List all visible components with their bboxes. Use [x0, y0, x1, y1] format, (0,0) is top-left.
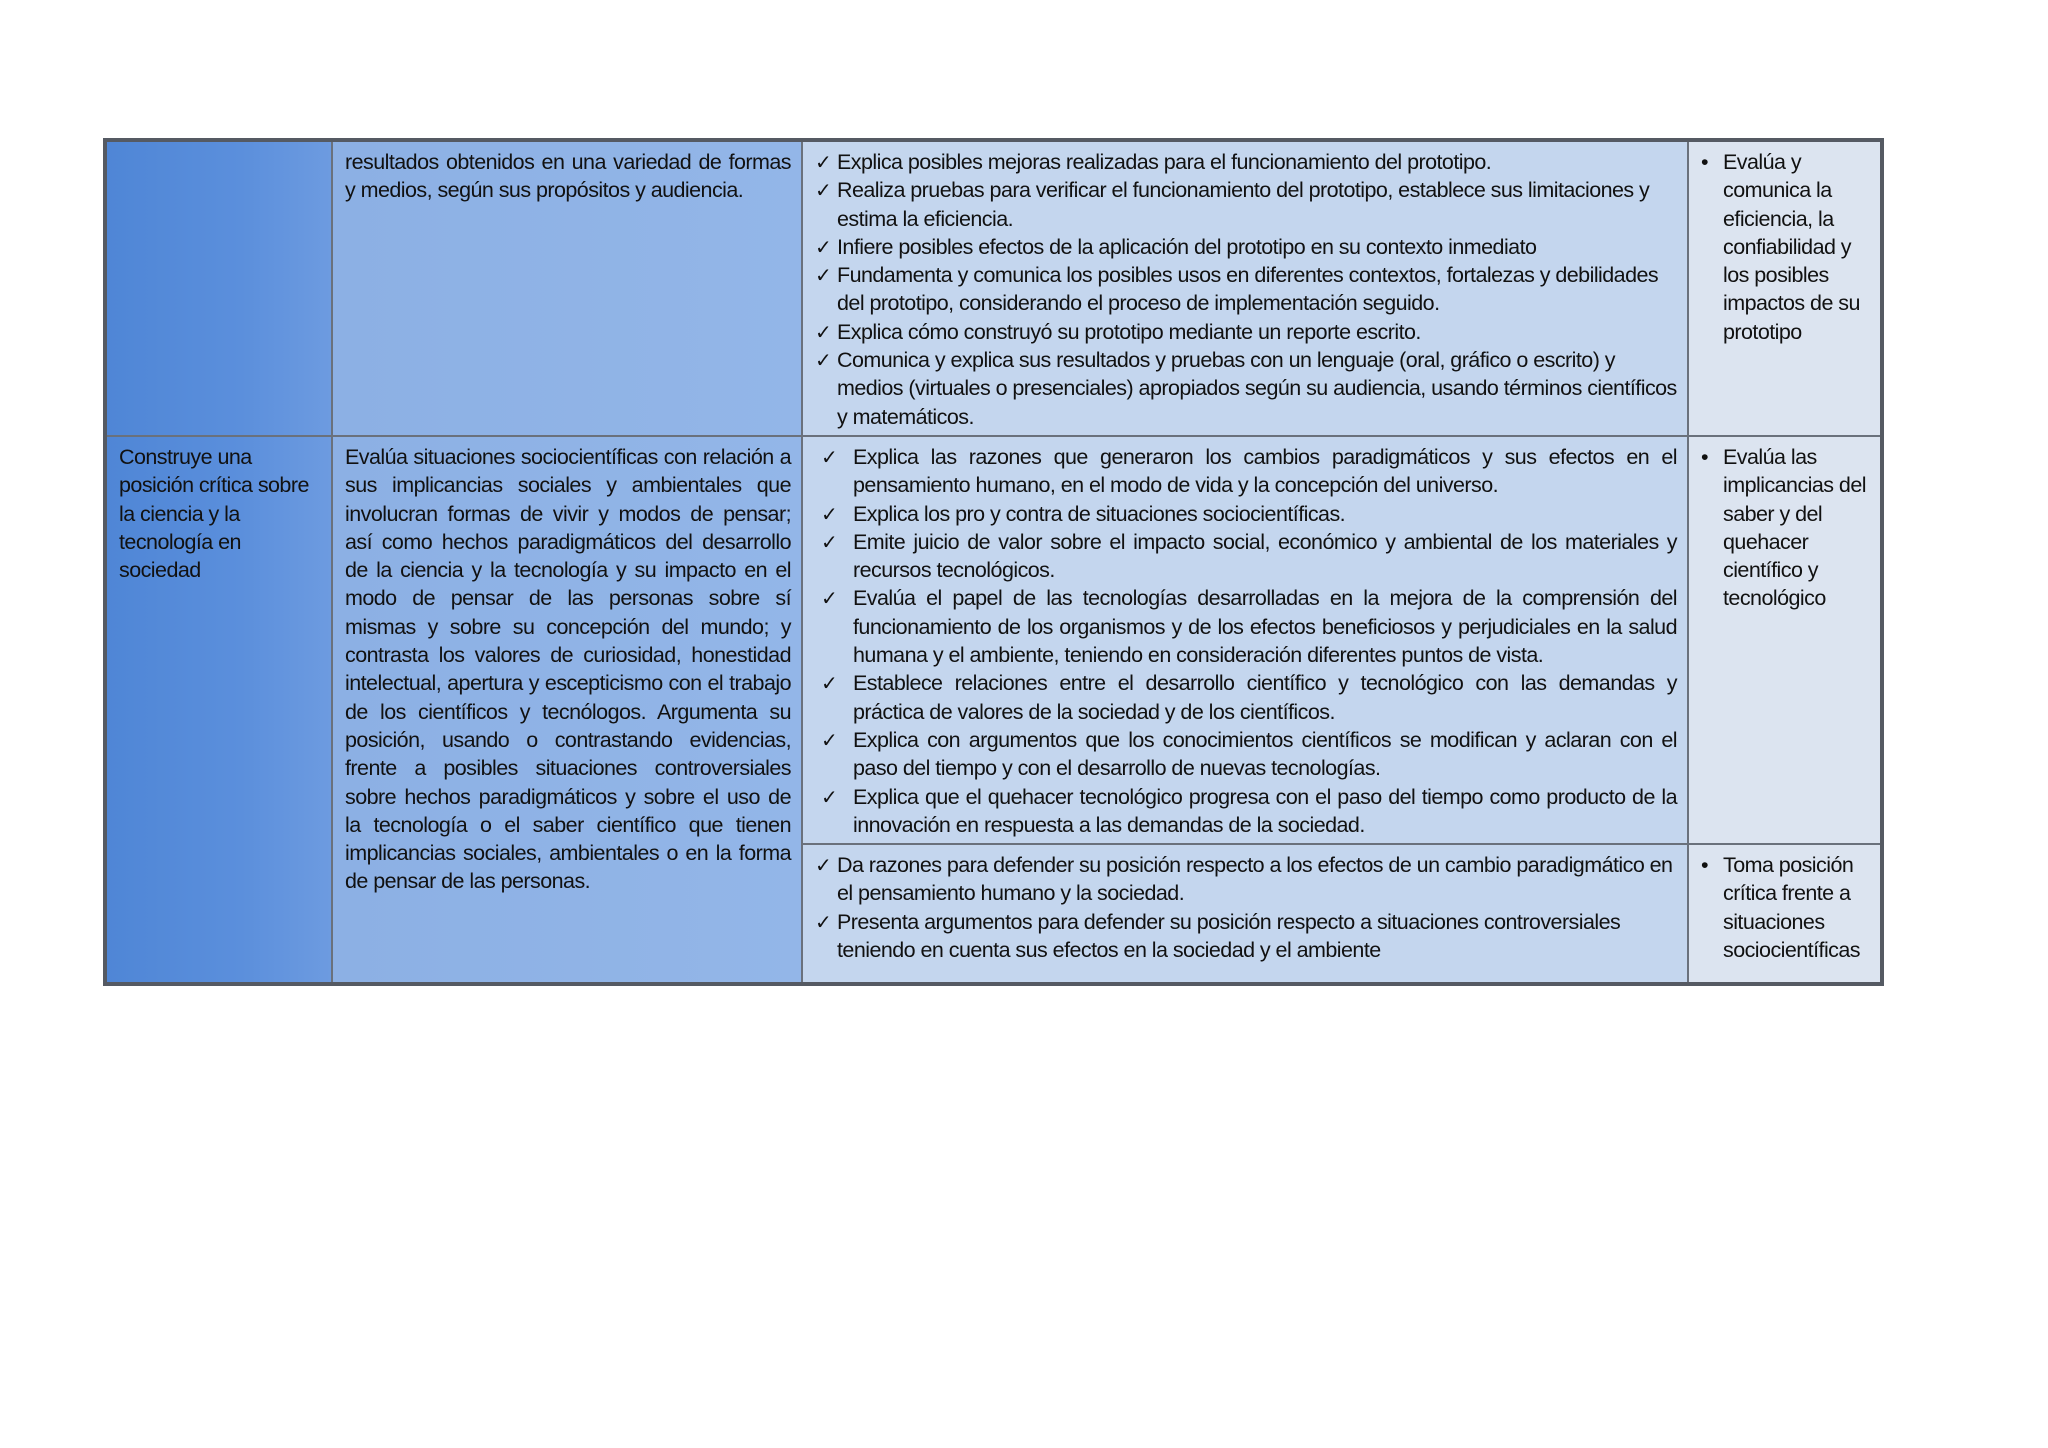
list-item: ✓ Explica que el quehacer tecnológico progresa con el paso del tiempo como producto de la innovación en respuesta a las demandas de la sociedad.: [821, 784, 1677, 837]
descriptor-list: [815, 443, 1677, 839]
descriptor-cell: [802, 140, 1688, 436]
list-item: ✓ Evalúa el papel de las tecnologías desarrolladas en la mejora de la comprensión del funcionamiento de los organismos y de los efectos beneficiosos y perjudiciales en la salud humana y el ambiente, teniendo en consideración diferentes puntos de vista.: [821, 586, 1677, 668]
list-item: ✓ Explica posibles mejoras realizadas para el funcionamiento del prototipo.: [815, 148, 1677, 176]
competency-cell: [105, 436, 332, 984]
check-icon: ✓: [815, 234, 832, 259]
indicator-cell: [1688, 436, 1882, 844]
list-item: ✓ Realiza pruebas para verificar el funcionamiento del prototipo, establece sus limitaciones y estima la eficiencia.: [815, 178, 1650, 231]
table-row: [105, 436, 1882, 844]
capacity-cell: [332, 436, 802, 984]
competency-text: Construye una posición crítica sobre la ciencia y la tecnología en sociedad: [119, 444, 309, 583]
capacity-text: resultados obtenidos en una variedad de formas y medios, según sus propósitos y audiencia.: [345, 150, 791, 203]
competency-cell: [105, 140, 332, 436]
list-item: ✓ Infiere posibles efectos de la aplicación del prototipo en su contexto inmediato: [815, 233, 1677, 261]
list-item: ✓ Emite juicio de valor sobre el impacto social, económico y ambiental de los materiales y recursos tecnológicos.: [821, 529, 1677, 583]
check-icon: ✓: [815, 853, 832, 878]
check-icon: ✓: [815, 319, 832, 344]
list-item: ✓ Comunica y explica sus resultados y pruebas con un lenguaje (oral, gráfico o escrito) y medios (virtuales o presenciales) apropiados según su audiencia, usando términos científicos y matemáticos.: [815, 348, 1677, 429]
list-item: ✓ Presenta argumentos para defender su posición respecto a situaciones controversiales teniendo en cuenta sus efectos en la sociedad y el ambiente: [815, 909, 1621, 963]
list-item: ✓ Establece relaciones entre el desarrollo científico y tecnológico con las demandas y práctica de valores de la sociedad y de los científicos.: [821, 671, 1677, 724]
indicator-list: [1701, 148, 1870, 346]
list-item: ✓ Fundamenta y comunica los posibles usos en diferentes contextos, fortalezas y debilidades del prototipo, considerando el proceso de implementación seguido.: [815, 263, 1659, 316]
descriptor-list: [815, 148, 1677, 431]
list-item: ✓ Explica con argumentos que los conocimientos científicos se modifican y aclaran con el paso del tiempo y con el desarrollo de nuevas tecnologías.: [821, 727, 1677, 781]
check-icon: ✓: [815, 178, 832, 203]
descriptor-cell: [802, 844, 1688, 984]
indicator-list: [1701, 851, 1870, 964]
list-item: • Evalúa y comunica la eficiencia, la confiabilidad y los posibles impactos de su prototipo: [1701, 150, 1860, 344]
list-item: ✓ Explica los pro y contra de situaciones sociocientíficas.: [815, 500, 1677, 528]
bullet-icon: •: [1701, 444, 1708, 469]
list-item: • Evalúa las implicancias del saber y del quehacer científico y tecnológico: [1701, 444, 1866, 611]
list-item: • Toma posición crítica frente a situaciones sociocientíficas: [1701, 853, 1860, 963]
capacity-cell: [332, 140, 802, 436]
indicator-cell: [1688, 140, 1882, 436]
descriptor-cell: [802, 436, 1688, 844]
check-icon: ✓: [821, 727, 838, 752]
descriptor-list: [815, 851, 1677, 964]
list-item: ✓ Explica las razones que generaron los cambios paradigmáticos y sus efectos en el pensamiento humano, en el modo de vida y la concepción del universo.: [821, 444, 1677, 498]
bullet-icon: •: [1701, 150, 1708, 174]
check-icon: ✓: [815, 348, 832, 373]
bullet-icon: •: [1701, 853, 1708, 878]
check-icon: ✓: [821, 784, 838, 809]
table-row: [105, 140, 1882, 436]
check-icon: ✓: [821, 586, 838, 611]
check-icon: ✓: [815, 263, 832, 288]
check-icon: ✓: [821, 444, 838, 469]
check-icon: ✓: [815, 909, 832, 934]
rubric-table: [103, 138, 1884, 986]
check-icon: ✓: [821, 501, 838, 526]
check-icon: ✓: [821, 529, 838, 554]
list-item: ✓ Explica cómo construyó su prototipo mediante un reporte escrito.: [815, 318, 1677, 346]
indicator-cell: [1688, 844, 1882, 984]
check-icon: ✓: [815, 150, 832, 174]
list-item: ✓ Da razones para defender su posición respecto a los efectos de un cambio paradigmático en el pensamiento humano y la sociedad.: [815, 853, 1673, 906]
capacity-text: Evalúa situaciones sociocientíficas con relación a sus implicancias sociales y ambientales que involucran formas de vivir y modos de pensar; así como hechos paradigmáticos del desarrollo de la ciencia y la tecnología y su impacto en el modo de pensar de las personas sobre sí mismas y sobre su concepción del mundo; y contrasta los valores de curiosidad, honestidad intelectual, apertura y escepticismo con el trabajo de los científicos y tecnólogos. Argumenta su posición, usando o contrastando evidencias, frente a posibles situaciones controversiales sobre hechos paradigmáticos y sobre el uso de la tecnología o el saber científico que tienen implicancias sociales, ambientales o en la forma de pensar de las personas.: [345, 444, 791, 894]
check-icon: ✓: [821, 671, 838, 696]
indicator-list: [1701, 443, 1870, 613]
